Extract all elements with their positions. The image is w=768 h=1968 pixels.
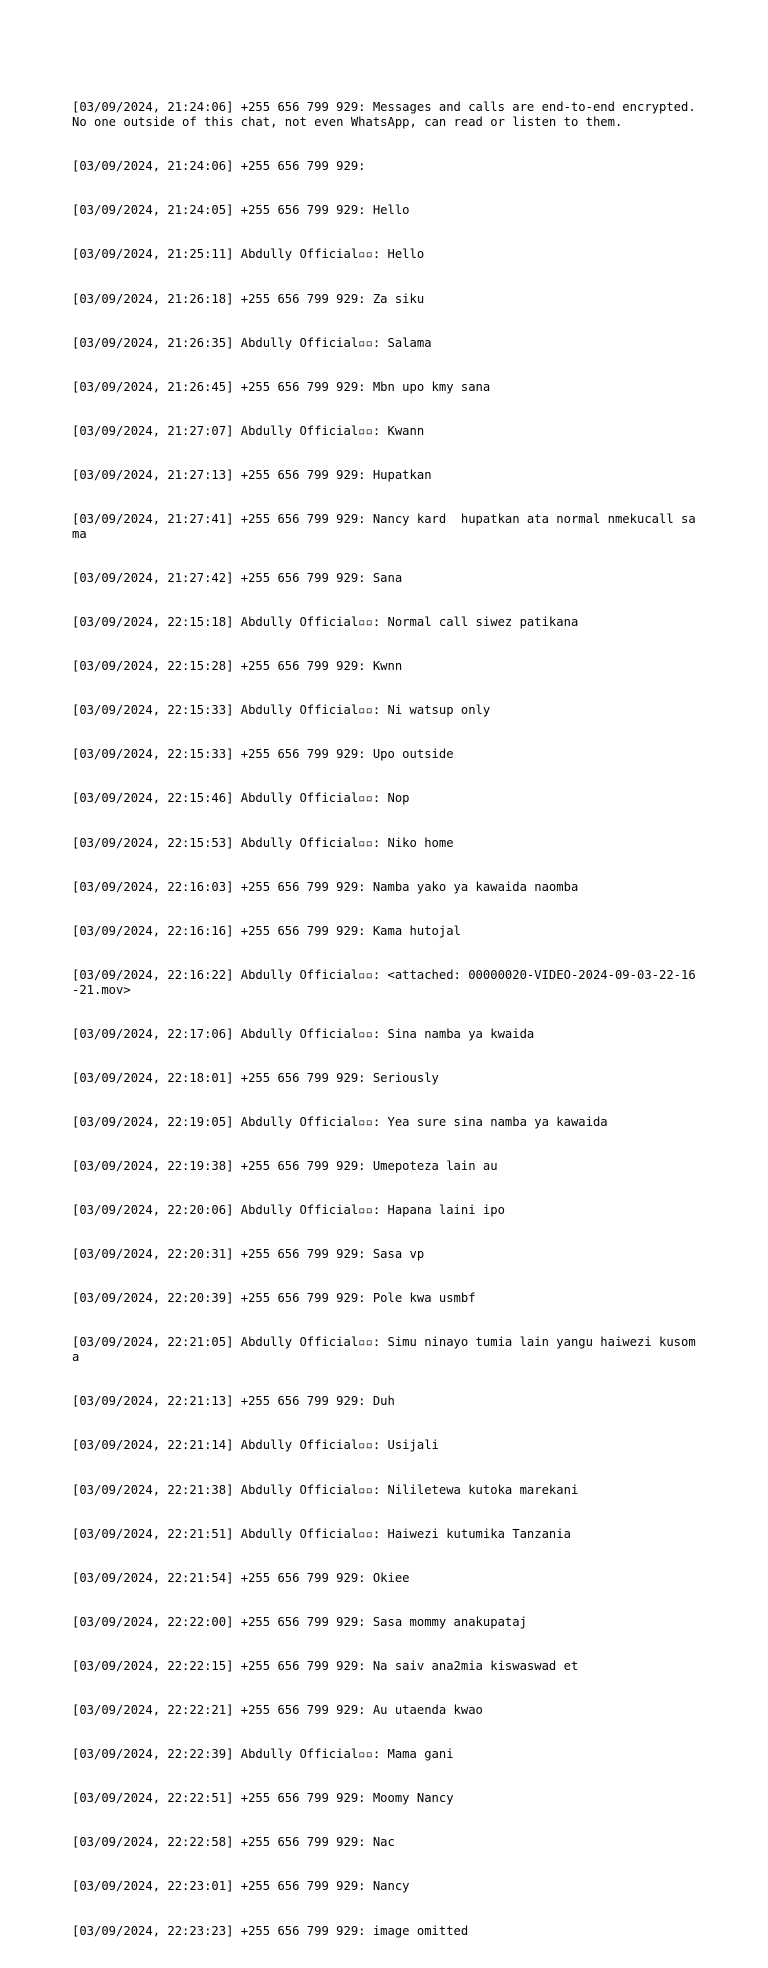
chat-line: [03/09/2024, 22:19:38] +255 656 799 929: Umepoteza lain au xyxy=(72,1159,498,1174)
chat-line: [03/09/2024, 22:22:15] +255 656 799 929: Na saiv ana2mia kiswaswad et xyxy=(72,1658,579,1673)
chat-line: [03/09/2024, 22:22:51] +255 656 799 929: Moomy Nancy xyxy=(72,1791,454,1806)
chat-line: [03/09/2024, 22:15:28] +255 656 799 929: Kwnn xyxy=(72,659,403,674)
chat-line: [03/09/2024, 21:24:06] +255 656 799 929: Messages and calls are end-to-end encrypted. No one outside of this chat, not even WhatsApp, can read or listen to them. xyxy=(72,100,704,130)
chat-line: [03/09/2024, 22:22:39] Abdully Official▫▫: Mama gani xyxy=(72,1747,454,1762)
chat-line: [03/09/2024, 22:15:33] +255 656 799 929: Upo outside xyxy=(72,747,454,762)
chat-log xyxy=(72,71,702,1968)
chat-line: [03/09/2024, 21:25:11] Abdully Official▫▫: Hello xyxy=(72,247,425,262)
chat-line: [03/09/2024, 22:21:38] Abdully Official▫▫: Nililetewa kutoka marekani xyxy=(72,1482,579,1497)
chat-line: [03/09/2024, 22:22:21] +255 656 799 929: Au utaenda kwao xyxy=(72,1703,483,1718)
chat-line: [03/09/2024, 22:21:51] Abdully Official▫▫: Haiwezi kutumika Tanzania xyxy=(72,1526,571,1541)
chat-line: [03/09/2024, 21:27:07] Abdully Official▫▫: Kwann xyxy=(72,423,425,438)
chat-line: [03/09/2024, 22:23:23] +255 656 799 929: image omitted xyxy=(72,1923,469,1938)
chat-line: [03/09/2024, 22:21:13] +255 656 799 929: Duh xyxy=(72,1394,395,1409)
chat-line: [03/09/2024, 22:22:00] +255 656 799 929: Sasa mommy anakupataj xyxy=(72,1614,527,1629)
chat-line: [03/09/2024, 22:20:39] +255 656 799 929: Pole kwa usmbf xyxy=(72,1291,476,1306)
chat-line: [03/09/2024, 22:16:22] Abdully Official▫▫: <attached: 00000020-VIDEO-2024-09-03-22-16-21.mov> xyxy=(72,967,696,997)
chat-line: [03/09/2024, 21:26:45] +255 656 799 929: Mbn upo kmy sana xyxy=(72,379,491,394)
chat-line: [03/09/2024, 22:15:18] Abdully Official▫▫: Normal call siwez patikana xyxy=(72,615,579,630)
chat-line: [03/09/2024, 21:26:18] +255 656 799 929: Za siku xyxy=(72,291,425,306)
chat-line: [03/09/2024, 22:19:05] Abdully Official▫▫: Yea sure sina namba ya kawaida xyxy=(72,1114,608,1129)
chat-line: [03/09/2024, 22:23:01] +255 656 799 929: Nancy xyxy=(72,1879,410,1894)
chat-line: [03/09/2024, 22:16:16] +255 656 799 929: Kama hutojal xyxy=(72,923,461,938)
chat-line: [03/09/2024, 22:15:53] Abdully Official▫▫: Niko home xyxy=(72,835,454,850)
document-page xyxy=(72,71,702,1968)
chat-line: [03/09/2024, 22:15:33] Abdully Official▫▫: Ni watsup only xyxy=(72,703,491,718)
chat-line: [03/09/2024, 21:27:42] +255 656 799 929: Sana xyxy=(72,570,403,585)
chat-line: [03/09/2024, 21:27:41] +255 656 799 929: Nancy kard hupatkan ata normal nmekucall sama xyxy=(72,512,696,541)
chat-line: [03/09/2024, 22:21:14] Abdully Official▫▫: Usijali xyxy=(72,1438,439,1453)
chat-line: [03/09/2024, 21:27:13] +255 656 799 929: Hupatkan xyxy=(72,467,432,482)
chat-line: [03/09/2024, 22:21:54] +255 656 799 929: Okiee xyxy=(72,1570,410,1585)
chat-line: [03/09/2024, 22:15:46] Abdully Official▫▫: Nop xyxy=(72,791,410,806)
chat-line: [03/09/2024, 22:16:03] +255 656 799 929: Namba yako ya kawaida naomba xyxy=(72,879,579,894)
chat-line: [03/09/2024, 22:21:05] Abdully Official▫▫: Simu ninayo tumia lain yangu haiwezi kusoma xyxy=(72,1335,696,1365)
chat-line: [03/09/2024, 21:24:06] +255 656 799 929: xyxy=(72,159,366,174)
chat-line: [03/09/2024, 21:26:35] Abdully Official▫▫: Salama xyxy=(72,335,432,350)
chat-line: [03/09/2024, 22:22:58] +255 656 799 929: Nac xyxy=(72,1835,395,1850)
chat-line: [03/09/2024, 22:17:06] Abdully Official▫▫: Sina namba ya kwaida xyxy=(72,1026,535,1041)
chat-line: [03/09/2024, 22:20:06] Abdully Official▫▫: Hapana laini ipo xyxy=(72,1203,505,1218)
chat-line: [03/09/2024, 22:18:01] +255 656 799 929: Seriously xyxy=(72,1070,439,1085)
chat-line: [03/09/2024, 21:24:05] +255 656 799 929: Hello xyxy=(72,203,410,218)
chat-line: [03/09/2024, 22:20:31] +255 656 799 929: Sasa vp xyxy=(72,1247,425,1262)
